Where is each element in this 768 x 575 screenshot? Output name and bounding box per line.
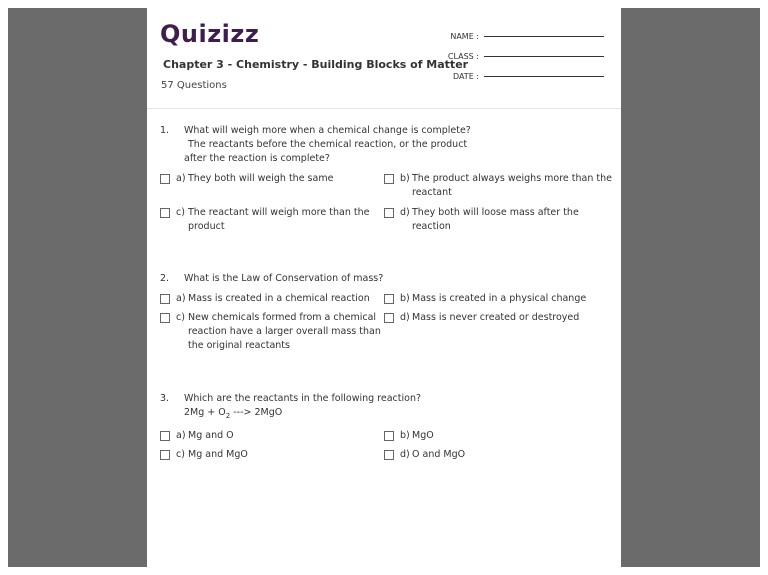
question-line: Which are the reactants in the following reaction? bbox=[184, 393, 422, 404]
question-text bbox=[184, 124, 484, 166]
option-text: They both will loose mass after the reaction bbox=[412, 207, 579, 232]
checkbox[interactable] bbox=[160, 174, 170, 184]
class-label: CLASS : bbox=[447, 52, 479, 61]
checkbox[interactable] bbox=[160, 313, 170, 323]
checkbox[interactable] bbox=[384, 208, 394, 218]
question-line: after the reaction is complete? bbox=[184, 153, 330, 164]
option-letter: c) bbox=[176, 449, 185, 460]
question-line: What is the Law of Conservation of mass? bbox=[184, 273, 384, 284]
option-text: MgO bbox=[412, 430, 434, 441]
option-text: The reactant will weigh more than the product bbox=[188, 207, 370, 232]
date-label: DATE : bbox=[452, 72, 479, 81]
option-text: They both will weigh the same bbox=[188, 173, 334, 184]
question-text bbox=[184, 272, 484, 286]
checkbox[interactable] bbox=[160, 431, 170, 441]
class-line bbox=[484, 56, 604, 57]
option-text: Mass is created in a physical change bbox=[412, 293, 587, 304]
option-letter: d) bbox=[400, 312, 410, 323]
option-letter: c) bbox=[176, 312, 185, 323]
name-label: NAME : bbox=[450, 32, 479, 41]
date-field bbox=[447, 72, 604, 81]
checkbox[interactable] bbox=[160, 294, 170, 304]
option-letter: b) bbox=[400, 173, 410, 184]
option-letter: d) bbox=[400, 207, 410, 218]
checkbox[interactable] bbox=[160, 450, 170, 460]
question-text bbox=[184, 392, 484, 423]
option-text: Mg and MgO bbox=[188, 449, 248, 460]
date-line bbox=[484, 76, 604, 77]
reaction-equation: $2Mg + O_2$ ---> 2MgO bbox=[184, 407, 283, 420]
option-letter: a) bbox=[176, 293, 186, 304]
checkbox[interactable] bbox=[384, 313, 394, 323]
worksheet-page bbox=[147, 8, 621, 567]
option-letter: a) bbox=[176, 173, 186, 184]
checkbox[interactable] bbox=[384, 174, 394, 184]
worksheet-header bbox=[147, 8, 621, 109]
class-field bbox=[447, 52, 604, 61]
quizizz-logo: Quizizz bbox=[160, 20, 260, 48]
option-letter: b) bbox=[400, 430, 410, 441]
question-number: 3. bbox=[160, 393, 170, 404]
question-number: 2. bbox=[160, 273, 170, 284]
question-count: 57 Questions bbox=[161, 80, 227, 91]
option-text: O and MgO bbox=[412, 449, 466, 460]
name-line bbox=[484, 36, 604, 37]
question-number: 1. bbox=[160, 125, 170, 136]
option-letter: c) bbox=[176, 207, 185, 218]
question-line: The reactants before the chemical reaction, or the product bbox=[188, 139, 468, 150]
option-text: Mg and O bbox=[188, 430, 234, 441]
option-text: Mass is never created or destroyed bbox=[412, 312, 580, 323]
question-line: What will weigh more when a chemical change is complete? bbox=[184, 125, 471, 136]
option-letter: a) bbox=[176, 430, 186, 441]
checkbox[interactable] bbox=[384, 450, 394, 460]
option-text: Mass is created in a chemical reaction bbox=[188, 293, 370, 304]
option-text: New chemicals formed from a chemical reaction have a larger overall mass than the original reactants bbox=[188, 312, 381, 351]
worksheet-title: Chapter 3 - Chemistry - Building Blocks of Matter bbox=[163, 58, 469, 71]
option-letter: d) bbox=[400, 449, 410, 460]
option-text: The product always weighs more than the reactant bbox=[412, 173, 612, 198]
name-field bbox=[447, 32, 604, 41]
checkbox[interactable] bbox=[160, 208, 170, 218]
checkbox[interactable] bbox=[384, 431, 394, 441]
checkbox[interactable] bbox=[384, 294, 394, 304]
option-letter: b) bbox=[400, 293, 410, 304]
